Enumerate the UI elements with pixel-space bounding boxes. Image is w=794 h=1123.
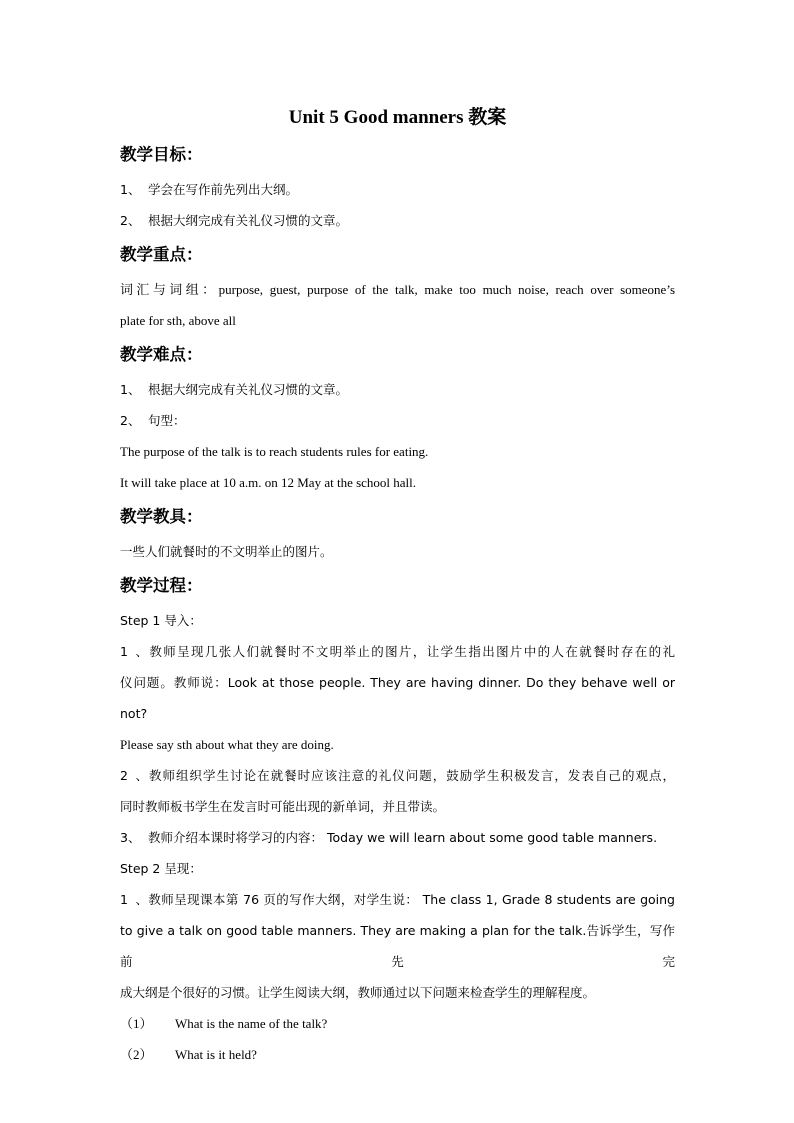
item-text: 根据大纲完成有关礼仪习惯的文章。 [148,213,349,228]
process-item-line: 仪问题。教师说：Look at those people. They are having dinner. Do they behave well or not? [120,675,675,721]
process-item-line [120,760,675,791]
sentence-pattern: It will take place at 10 a.m. on 12 May at the school hall. [120,475,417,490]
objective-item [120,205,675,236]
item-text: 教师组织学生讨论在就餐时应该注意的礼仪问题，鼓励学生积极发言，发表自己的观点， [148,768,675,783]
process-item-line [120,636,675,667]
item-number: 1、 [120,892,148,907]
item-number: 1、 [120,182,141,197]
item-number: 2、 [120,213,141,228]
question-item [120,1039,675,1070]
item-number: 3、 [120,830,141,845]
item-text: 教师呈现课本第 76 页的写作大纲，对学生说： The class 1, Grade 8 students are going [148,892,675,907]
keypoints-line: plate for sth, above all [120,313,236,328]
sentence-pattern: The purpose of the talk is to reach students rules for eating. [120,444,429,459]
process-heading: 教学过程： [120,576,203,595]
item-text: 句型： [148,413,186,428]
process-item-line: Please say sth about what they are doing. [120,737,334,752]
document-body [120,100,675,1070]
aids-text: 一些人们就餐时的不文明举止的图片。 [120,544,333,559]
question-number: （1） [120,1016,153,1031]
difficulty-item [120,405,675,436]
item-number: 2、 [120,413,141,428]
question-number: （2） [120,1047,153,1062]
item-text: 根据大纲完成有关礼仪习惯的文章。 [148,382,349,397]
question-item [120,1008,675,1039]
item-text: 教师呈现几张人们就餐时不文明举止的图片，让学生指出图片中的人在就餐时存在的礼 [148,644,675,659]
question-text: What is the name of the talk? [175,1016,328,1031]
process-item-line: 同时教师板书学生在发言时可能出现的新单词，并且带读。 [120,799,446,814]
item-number: 1、 [120,382,141,397]
item-number: 1、 [120,644,148,659]
item-number: 2、 [120,768,148,783]
difficulty-item [120,374,675,405]
process-item-line [120,822,675,853]
step-label: Step 1 导入： [120,613,202,628]
keypoints-heading: 教学重点： [120,245,203,264]
aids-heading: 教学教具： [120,507,203,526]
process-item-line [120,884,675,915]
page-title: Unit 5 Good manners 教案 [288,107,507,128]
item-text: 学会在写作前先列出大纲。 [148,182,299,197]
process-item-line: to give a talk on good table manners. They are making a plan for the talk.告诉学生，写作前先完 [120,923,675,969]
item-text: 教师介绍本课时将学习的内容： Today we will learn about some good table manners. [148,830,658,845]
question-text: What is it held? [175,1047,257,1062]
objectives-heading: 教学目标： [120,145,203,164]
objective-item [120,174,675,205]
process-item-line: 成大纲是个很好的习惯。让学生阅读大纲，教师通过以下问题来检查学生的理解程度。 [120,985,596,1000]
keypoints-line: 词汇与词组：purpose, guest, purpose of the talk, make too much noise, reach over someone’s [120,282,675,297]
step-label: Step 2 呈现： [120,861,202,876]
difficulties-heading: 教学难点： [120,345,203,364]
